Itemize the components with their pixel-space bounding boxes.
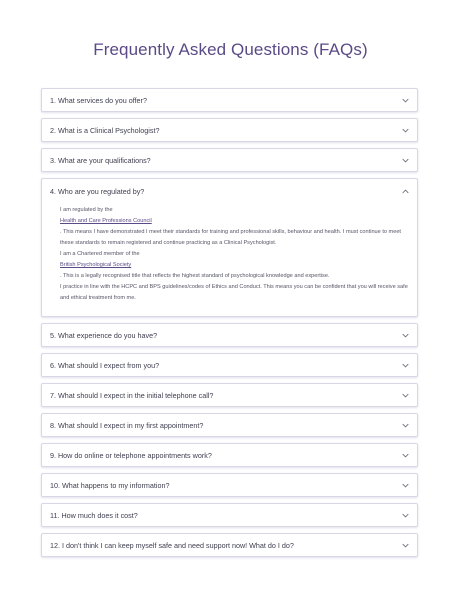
faq-item-12 <box>41 533 418 557</box>
faq-item-5 <box>41 323 418 347</box>
chevron-down-icon[interactable] <box>401 481 409 489</box>
chevron-down-icon[interactable] <box>401 96 409 104</box>
faq-question-text: 3. What are your qualifications? <box>50 155 151 165</box>
answer-text: I practice in line with the HCPC and BPS guidelines/codes of Ethics and Conduct. This means you can be confident that you will receive safe and ethical treatment from me. <box>60 284 408 301</box>
faq-question-2[interactable] <box>42 119 417 141</box>
faq-question-text: 7. What should I expect in the initial telephone call? <box>50 390 214 400</box>
faq-item-4 <box>41 178 418 317</box>
answer-text: I am a Chartered member of the <box>60 251 140 257</box>
faq-item-6 <box>41 353 418 377</box>
faq-item-2 <box>41 118 418 142</box>
faq-question-8[interactable] <box>42 414 417 436</box>
chevron-down-icon[interactable] <box>401 156 409 164</box>
faq-question-text: 4. Who are you regulated by? <box>50 186 145 196</box>
faq-item-1 <box>41 88 418 112</box>
faq-question-text: 9. How do online or telephone appointments work? <box>50 450 212 460</box>
faq-question-text: 1. What services do you offer? <box>50 95 147 105</box>
faq-question-text: 8. What should I expect in my first appointment? <box>50 420 204 430</box>
faq-question-6[interactable] <box>42 354 417 376</box>
faq-item-8 <box>41 413 418 437</box>
faq-question-text: 6. What should I expect from you? <box>50 360 160 370</box>
chevron-down-icon[interactable] <box>401 511 409 519</box>
faq-question-11[interactable] <box>42 504 417 526</box>
faq-item-11 <box>41 503 418 527</box>
chevron-down-icon[interactable] <box>401 126 409 134</box>
faq-question-text: 12. I don't think I can keep myself safe and need support now! What do I do? <box>50 540 294 550</box>
faq-question-10[interactable] <box>42 474 417 496</box>
chevron-down-icon[interactable] <box>401 541 409 549</box>
answer-text: . This means I have demonstrated I meet their standards for training and professional skills, behaviour and health. I must continue to meet these standards to remain registered and continue practicing as a Clinical Psychologist. <box>60 229 401 246</box>
faq-question-text: 11. How much does it cost? <box>50 510 138 520</box>
faq-question-text: 10. What happens to my information? <box>50 480 170 490</box>
faq-item-10 <box>41 473 418 497</box>
faq-question-9[interactable] <box>42 444 417 466</box>
faq-item-9 <box>41 443 418 467</box>
faq-question-4[interactable] <box>42 179 417 203</box>
answer-text: . This is a legally recognised title that reflects the highest standard of psychological knowledge and expertise. <box>60 273 330 279</box>
page-title: Frequently Asked Questions (FAQs) <box>93 40 368 59</box>
bps-link[interactable]: British Psychological Society <box>60 262 132 268</box>
chevron-down-icon[interactable] <box>401 331 409 339</box>
chevron-up-icon[interactable] <box>401 187 409 195</box>
faq-question-7[interactable] <box>42 384 417 406</box>
faq-question-text: 2. What is a Clinical Psychologist? <box>50 125 160 135</box>
faq-list <box>41 88 418 563</box>
faq-item-7 <box>41 383 418 407</box>
chevron-down-icon[interactable] <box>401 421 409 429</box>
faq-question-text: 5. What experience do you have? <box>50 330 158 340</box>
faq-item-3 <box>41 148 418 172</box>
faq-question-5[interactable] <box>42 324 417 346</box>
faq-question-1[interactable] <box>42 89 417 111</box>
faq-question-3[interactable] <box>42 149 417 171</box>
chevron-down-icon[interactable] <box>401 391 409 399</box>
faq-question-12[interactable] <box>42 534 417 556</box>
answer-text: I am regulated by the <box>60 207 113 213</box>
hcpc-link[interactable]: Health and Care Professions Council <box>60 218 152 224</box>
faq-answer-4 <box>42 203 417 316</box>
chevron-down-icon[interactable] <box>401 361 409 369</box>
chevron-down-icon[interactable] <box>401 451 409 459</box>
